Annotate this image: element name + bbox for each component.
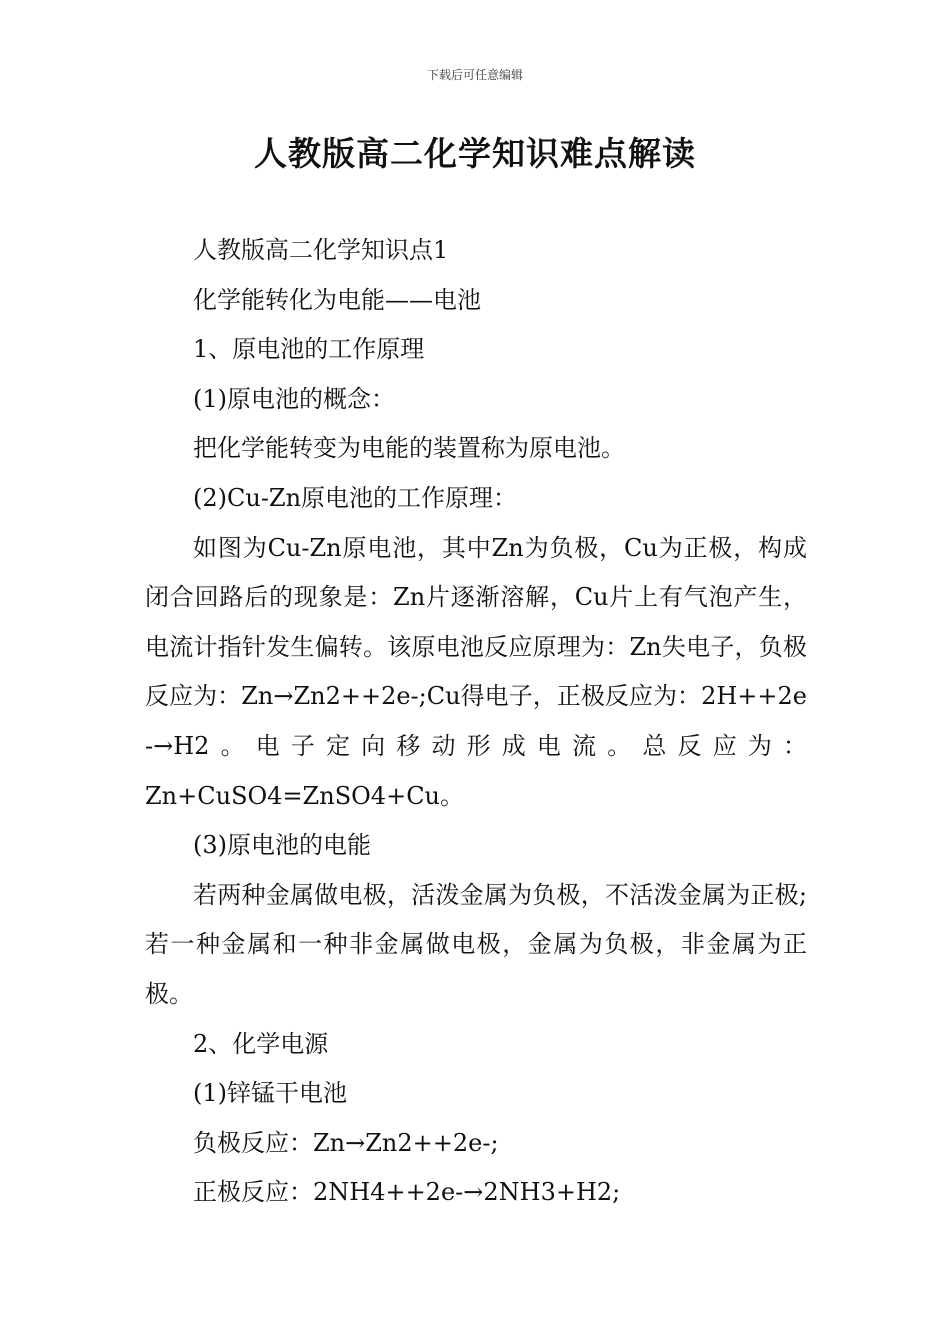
- paragraph-topic: 化学能转化为电能——电池: [193, 285, 481, 314]
- header-note: 下载后可任意编辑: [426, 68, 523, 82]
- paragraph-negative-reaction: 负极反应：Zn→Zn2++2e-;: [193, 1128, 499, 1157]
- paragraph-item-2-1: (1)锌锰干电池: [193, 1079, 347, 1108]
- paragraph-item-1-1: (1)原电池的概念：: [193, 384, 395, 413]
- paragraph-section-heading: 人教版高二化学知识点1: [193, 236, 449, 264]
- paragraph-definition: 把化学能转变为电能的装置称为原电池。: [193, 434, 625, 463]
- paragraph-subheading-2: 2、化学电源: [193, 1029, 329, 1058]
- paragraph-total-reaction: Zn+CuSO4=ZnSO4+Cu。: [145, 781, 465, 810]
- paragraph-subheading-1: 1、原电池的工作原理: [193, 335, 425, 364]
- document-body: [145, 226, 807, 1218]
- paragraph-electrode-rule: 若两种金属做电极，活泼金属为负极，不活泼金属为正极;若一种金属和一种非金属做电极，金属为负极，非金属为正极。: [145, 880, 807, 1008]
- document-title: 人教版高二化学知识难点解读: [254, 134, 696, 173]
- paragraph-item-1-3: (3)原电池的电能: [193, 831, 371, 860]
- paragraph-cu-zn-principle: 如图为Cu-Zn原电池，其中Zn为负极，Cu为正极，构成闭合回路后的现象是：Zn片逐渐溶解，Cu片上有气泡产生，电流计指针发生偏转。该原电池反应原理为：Zn失电子，负极反应为：Zn→Zn2++2e-;Cu得电子，正极反应为：2H++2e-→H2。电子定向移动形成电流。总反应为：: [145, 533, 807, 760]
- paragraph-positive-reaction: 正极反应：2NH4++2e-→2NH3+H2;: [193, 1178, 621, 1207]
- paragraph-item-1-2: (2)Cu-Zn原电池的工作原理：: [193, 483, 518, 512]
